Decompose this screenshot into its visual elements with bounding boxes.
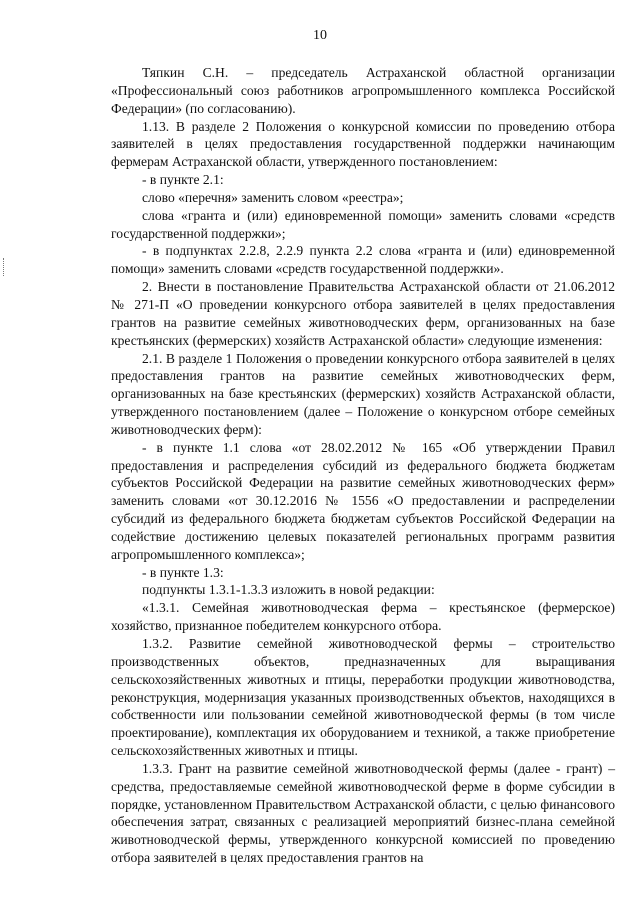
paragraph-subitems-2-2-8: - в подпунктах 2.2.8, 2.2.9 пункта 2.2 слова «гранта и (или) единовременной помощи» заменить словами «средств государственной поддержки». bbox=[111, 243, 615, 277]
paragraph-1-3-2: 1.3.2. Развитие семейной животноводческой фермы – строительство производственных объектов, предназначенных для выращивания сельскохозяйственных животных и птицы, переработки продукции животноводства, реконструкция, модернизация указанных производственных объектов, находящихся в собственности или пользовании семейной животноводческой фермы (в том числе проектирование), комплектация их оборудованием и техникой, а также приобретение сельскохозяйственных животных и птицы. bbox=[111, 636, 615, 759]
paragraph-subitems-new-edition: подпункты 1.3.1-1.3.3 изложить в новой редакции: bbox=[142, 582, 435, 598]
margin-mark bbox=[3, 258, 6, 276]
paragraph-1-3-1: «1.3.1. Семейная животноводческая ферма – крестьянское (фермерское) хозяйство, признанное победителем конкурсного отбора. bbox=[111, 600, 615, 634]
paragraph-item-2-1: - в пункте 2.1: bbox=[142, 172, 224, 188]
document-body bbox=[111, 64, 615, 867]
paragraph-word-replace: слово «перечня» заменить словом «реестра»; bbox=[142, 189, 404, 205]
paragraph-section-2: 2. Внести в постановление Правительства Астраханской области от 21.06.2012 № 271-П «О проведении конкурсного отбора заявителей в целях предоставления грантов на развитие семейных животноводческих ферм, организованных на базе крестьянских (фермерских) хозяйств Астраханской области» следующие изменения: bbox=[111, 279, 615, 348]
paragraph-words-replace: слова «гранта и (или) единовременной помощи» заменить словами «средств государственной поддержки»; bbox=[111, 207, 615, 241]
paragraph-2-1: 2.1. В разделе 1 Положения о проведении конкурсного отбора заявителей в целях предоставления грантов на развитие семейных животноводческих ферм, организованных на базе крестьянских (фермерских) хозяйств Астраханской области, утвержденного постановлением (далее – Положение о конкурсном отборе семейных животноводческих ферм): bbox=[111, 350, 615, 437]
paragraph-1-3-3: 1.3.3. Грант на развитие семейной животноводческой фермы (далее - грант) – средства, предоставляемые семейной животноводческой ферме в форме субсидии в порядке, установленном Правительством Астраханской области, с целью финансового обеспечения затрат, связанных с реализацией мероприятий бизнес-плана семейной животноводческой фермы, утвержденного конкурсной комиссией по проведению отбора заявителей в целях предоставления грантов на bbox=[111, 760, 615, 866]
paragraph-member-tyapkin: Тяпкин С.Н. – председатель Астраханской областной организации «Профессиональный союз работников агропромышленного комплекса Российской Федерации» (по согласованию). bbox=[111, 65, 615, 116]
page-number: 10 bbox=[313, 28, 327, 43]
paragraph-item-1-3: - в пункте 1.3: bbox=[142, 564, 224, 580]
paragraph-item-1-1: - в пункте 1.1 слова «от 28.02.2012 № 165 «Об утверждении Правил предоставления и распределения субсидий из федерального бюджета бюджетам субъектов Российской Федерации на развитие семейных животноводческих ферм» заменить словами «от 30.12.2016 № 1556 «О предоставлении и распределении субсидий из федерального бюджета бюджетам субъектов Российской Федерации на содействие достижению целевых показателей региональных программ развития агропромышленного комплекса»; bbox=[111, 439, 615, 562]
paragraph-1-13: 1.13. В разделе 2 Положения о конкурсной комиссии по проведению отбора заявителей в целях предоставления государственной поддержки начинающим фермерам Астраханской области, утвержденного постановлением: bbox=[111, 118, 615, 170]
